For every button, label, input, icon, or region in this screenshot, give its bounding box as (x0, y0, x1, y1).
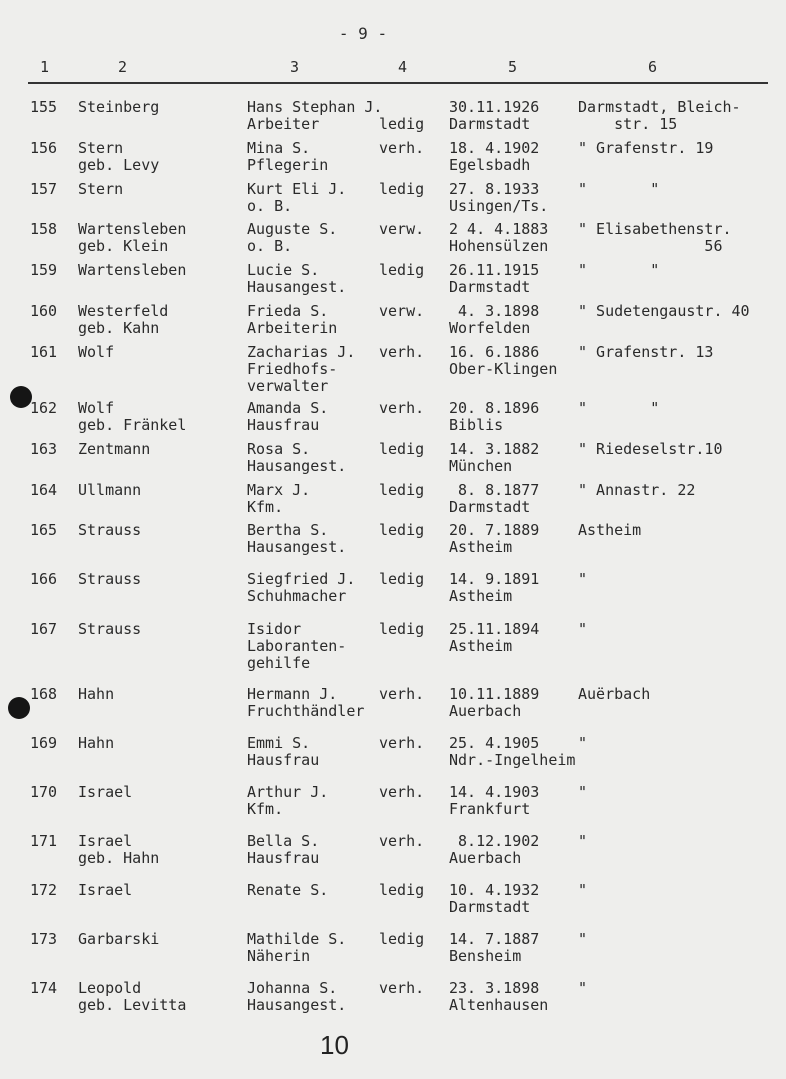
entry-number: 170 (30, 783, 58, 801)
entry-surname: Wartensleben (78, 261, 187, 279)
entry-residence: 56 (578, 237, 723, 255)
entry-residence: " " (578, 399, 660, 417)
entry-residence: " Annastr. 22 (578, 481, 696, 499)
entry-birth: 16. 6.1886 (449, 343, 540, 361)
entry-surname: geb. Klein (78, 237, 169, 255)
entry-birth: 8.12.1902 (449, 832, 540, 850)
entry-given-name: Hans Stephan J. (247, 98, 383, 116)
entry-surname: Leopold (78, 979, 142, 997)
entry-marital-status: verh. (379, 783, 425, 801)
punch-hole-mark (10, 386, 32, 408)
entry-marital-status: ledig (379, 481, 425, 499)
entry-marital-status: verh. (379, 979, 425, 997)
entry-marital-status: verh. (379, 685, 425, 703)
entry-number: 174 (30, 979, 58, 997)
entry-number: 165 (30, 521, 58, 539)
entry-marital-status: ledig (379, 521, 425, 539)
entry-residence: " Riedeselstr.10 (578, 440, 723, 458)
entry-number: 157 (30, 180, 58, 198)
entry-birth: 18. 4.1902 (449, 139, 540, 157)
entry-birth: 30.11.1926 (449, 98, 540, 116)
entry-marital-status: ledig (379, 570, 425, 588)
entry-given-name: Hausfrau (247, 416, 320, 434)
entry-surname: Israel (78, 783, 133, 801)
entry-surname: Strauss (78, 620, 142, 638)
entry-residence: " (578, 734, 588, 752)
entry-residence: " Grafenstr. 19 (578, 139, 714, 157)
entry-birth: Auerbach (449, 849, 522, 867)
entry-given-name: Isidor (247, 620, 302, 638)
entry-surname: Stern (78, 139, 124, 157)
entry-birth: 14. 3.1882 (449, 440, 540, 458)
entry-given-name: Hermann J. (247, 685, 338, 703)
entry-number: 172 (30, 881, 58, 899)
entry-given-name: o. B. (247, 197, 293, 215)
entry-given-name: Hausangest. (247, 457, 347, 475)
entry-marital-status: ledig (379, 881, 425, 899)
entry-given-name: Amanda S. (247, 399, 329, 417)
entry-residence: " (578, 620, 588, 638)
entry-surname: geb. Kahn (78, 319, 160, 337)
entry-birth: Altenhausen (449, 996, 549, 1014)
entry-residence: Auërbach (578, 685, 651, 703)
entry-surname: geb. Levy (78, 156, 160, 174)
entry-marital-status: verh. (379, 832, 425, 850)
column-header-6: 6 (648, 58, 658, 76)
page-number: - 9 - (338, 24, 388, 43)
entry-surname: Strauss (78, 570, 142, 588)
punch-hole-mark (8, 697, 30, 719)
entry-birth: 25.11.1894 (449, 620, 540, 638)
entry-marital-status: ledig (379, 261, 425, 279)
entry-number: 173 (30, 930, 58, 948)
column-header-2: 2 (118, 58, 128, 76)
entry-given-name: Hausangest. (247, 278, 347, 296)
entry-surname: Hahn (78, 734, 115, 752)
entry-surname: Garbarski (78, 930, 160, 948)
entry-surname: Steinberg (78, 98, 160, 116)
entry-birth: 14. 4.1903 (449, 783, 540, 801)
entry-given-name: Johanna S. (247, 979, 338, 997)
entry-given-name: Hausangest. (247, 996, 347, 1014)
entry-birth: 20. 8.1896 (449, 399, 540, 417)
entry-birth: Darmstadt (449, 278, 531, 296)
entry-surname: Stern (78, 180, 124, 198)
entry-birth: 27. 8.1933 (449, 180, 540, 198)
entry-birth: Biblis (449, 416, 504, 434)
entry-number: 159 (30, 261, 58, 279)
entry-given-name: Kfm. (247, 800, 284, 818)
entry-birth: 23. 3.1898 (449, 979, 540, 997)
entry-birth: Auerbach (449, 702, 522, 720)
entry-given-name: Bertha S. (247, 521, 329, 539)
entry-birth: Ober-Klingen (449, 360, 558, 378)
entry-given-name: Bella S. (247, 832, 320, 850)
entry-given-name: Marx J. (247, 481, 311, 499)
entry-given-name: Friedhofs- (247, 360, 338, 378)
header-rule (28, 82, 768, 84)
entry-birth: 10.11.1889 (449, 685, 540, 703)
entry-surname: Wolf (78, 399, 115, 417)
entry-residence: " (578, 930, 588, 948)
entry-given-name: Kurt Eli J. (247, 180, 347, 198)
entry-surname: Strauss (78, 521, 142, 539)
entry-number: 156 (30, 139, 58, 157)
entry-birth: 26.11.1915 (449, 261, 540, 279)
entry-given-name: Zacharias J. (247, 343, 356, 361)
entry-birth: 4. 3.1898 (449, 302, 540, 320)
entry-birth: Astheim (449, 538, 513, 556)
entry-birth: 20. 7.1889 (449, 521, 540, 539)
entry-given-name: gehilfe (247, 654, 311, 672)
entry-residence: " Elisabethenstr. (578, 220, 732, 238)
entry-residence: " Grafenstr. 13 (578, 343, 714, 361)
entry-marital-status: ledig (379, 440, 425, 458)
entry-number: 161 (30, 343, 58, 361)
entry-birth: Frankfurt (449, 800, 531, 818)
entry-marital-status: verh. (379, 399, 425, 417)
entry-birth: Darmstadt (449, 498, 531, 516)
entry-residence: " (578, 881, 588, 899)
entry-birth: Worfelden (449, 319, 531, 337)
entry-given-name: Näherin (247, 947, 311, 965)
entry-marital-status: ledig (379, 930, 425, 948)
entry-surname: Israel (78, 881, 133, 899)
entry-birth: 2 4. 4.1883 (449, 220, 549, 238)
entry-residence: " (578, 832, 588, 850)
entry-marital-status: verw. (379, 302, 425, 320)
entry-residence: " " (578, 261, 660, 279)
entry-birth: Bensheim (449, 947, 522, 965)
entry-number: 166 (30, 570, 58, 588)
entry-given-name: Siegfried J. (247, 570, 356, 588)
entry-surname: Westerfeld (78, 302, 169, 320)
entry-residence: " Sudetengaustr. 40 (578, 302, 750, 320)
entry-birth: 25. 4.1905 (449, 734, 540, 752)
entry-number: 167 (30, 620, 58, 638)
entry-number: 171 (30, 832, 58, 850)
entry-number: 162 (30, 399, 58, 417)
entry-surname: Ullmann (78, 481, 142, 499)
entry-number: 169 (30, 734, 58, 752)
entry-residence: str. 15 (578, 115, 678, 133)
entry-given-name: Fruchthändler (247, 702, 365, 720)
footer-number: 10 (320, 1030, 349, 1060)
entry-number: 168 (30, 685, 58, 703)
entry-surname: Zentmann (78, 440, 151, 458)
entry-surname: geb. Fränkel (78, 416, 187, 434)
entry-residence: Darmstadt, Bleich- (578, 98, 741, 116)
entry-surname: Wolf (78, 343, 115, 361)
entry-given-name: Auguste S. (247, 220, 338, 238)
entry-given-name: Hausfrau (247, 849, 320, 867)
entry-marital-status: verh. (379, 139, 425, 157)
entry-residence: " (578, 979, 588, 997)
entry-birth: 14. 9.1891 (449, 570, 540, 588)
entry-surname: Hahn (78, 685, 115, 703)
entry-birth: München (449, 457, 513, 475)
entry-given-name: Hausangest. (247, 538, 347, 556)
entry-number: 164 (30, 481, 58, 499)
entry-given-name: Lucie S. (247, 261, 320, 279)
entry-given-name: Frieda S. (247, 302, 329, 320)
entry-given-name: Mina S. (247, 139, 311, 157)
entry-given-name: Hausfrau (247, 751, 320, 769)
entry-birth: Ndr.-Ingelheim (449, 751, 576, 769)
column-header-4: 4 (398, 58, 408, 76)
entry-residence: " " (578, 180, 660, 198)
entry-birth: Astheim (449, 587, 513, 605)
entry-given-name: Schuhmacher (247, 587, 347, 605)
entry-given-name: Arthur J. (247, 783, 329, 801)
entry-marital-status: ledig (379, 115, 425, 133)
entry-marital-status: ledig (379, 620, 425, 638)
entry-surname: Israel (78, 832, 133, 850)
entry-birth: 14. 7.1887 (449, 930, 540, 948)
entry-given-name: Renate S. (247, 881, 329, 899)
entry-given-name: Arbeiter (247, 115, 320, 133)
entry-given-name: Mathilde S. (247, 930, 347, 948)
entry-given-name: o. B. (247, 237, 293, 255)
entry-birth: 8. 8.1877 (449, 481, 540, 499)
entry-number: 158 (30, 220, 58, 238)
entry-given-name: Pflegerin (247, 156, 329, 174)
column-header-3: 3 (290, 58, 300, 76)
entry-given-name: Rosa S. (247, 440, 311, 458)
entry-number: 160 (30, 302, 58, 320)
entry-given-name: Kfm. (247, 498, 284, 516)
entry-surname: geb. Levitta (78, 996, 187, 1014)
entry-residence: " (578, 570, 588, 588)
entry-marital-status: verh. (379, 343, 425, 361)
entry-given-name: verwalter (247, 377, 329, 395)
column-header-1: 1 (40, 58, 50, 76)
entry-residence: Astheim (578, 521, 642, 539)
entry-birth: Hohensülzen (449, 237, 549, 255)
entry-marital-status: ledig (379, 180, 425, 198)
entry-birth: Darmstadt (449, 898, 531, 916)
entry-surname: geb. Hahn (78, 849, 160, 867)
entry-surname: Wartensleben (78, 220, 187, 238)
column-header-5: 5 (508, 58, 518, 76)
entry-given-name: Laboranten- (247, 637, 347, 655)
entry-given-name: Emmi S. (247, 734, 311, 752)
entry-marital-status: verh. (379, 734, 425, 752)
entry-marital-status: verw. (379, 220, 425, 238)
entry-given-name: Arbeiterin (247, 319, 338, 337)
entry-birth: Astheim (449, 637, 513, 655)
entry-birth: Usingen/Ts. (449, 197, 549, 215)
entry-number: 163 (30, 440, 58, 458)
entry-birth: Egelsbadh (449, 156, 531, 174)
entry-birth: Darmstadt (449, 115, 531, 133)
entry-birth: 10. 4.1932 (449, 881, 540, 899)
entry-number: 155 (30, 98, 58, 116)
entry-residence: " (578, 783, 588, 801)
